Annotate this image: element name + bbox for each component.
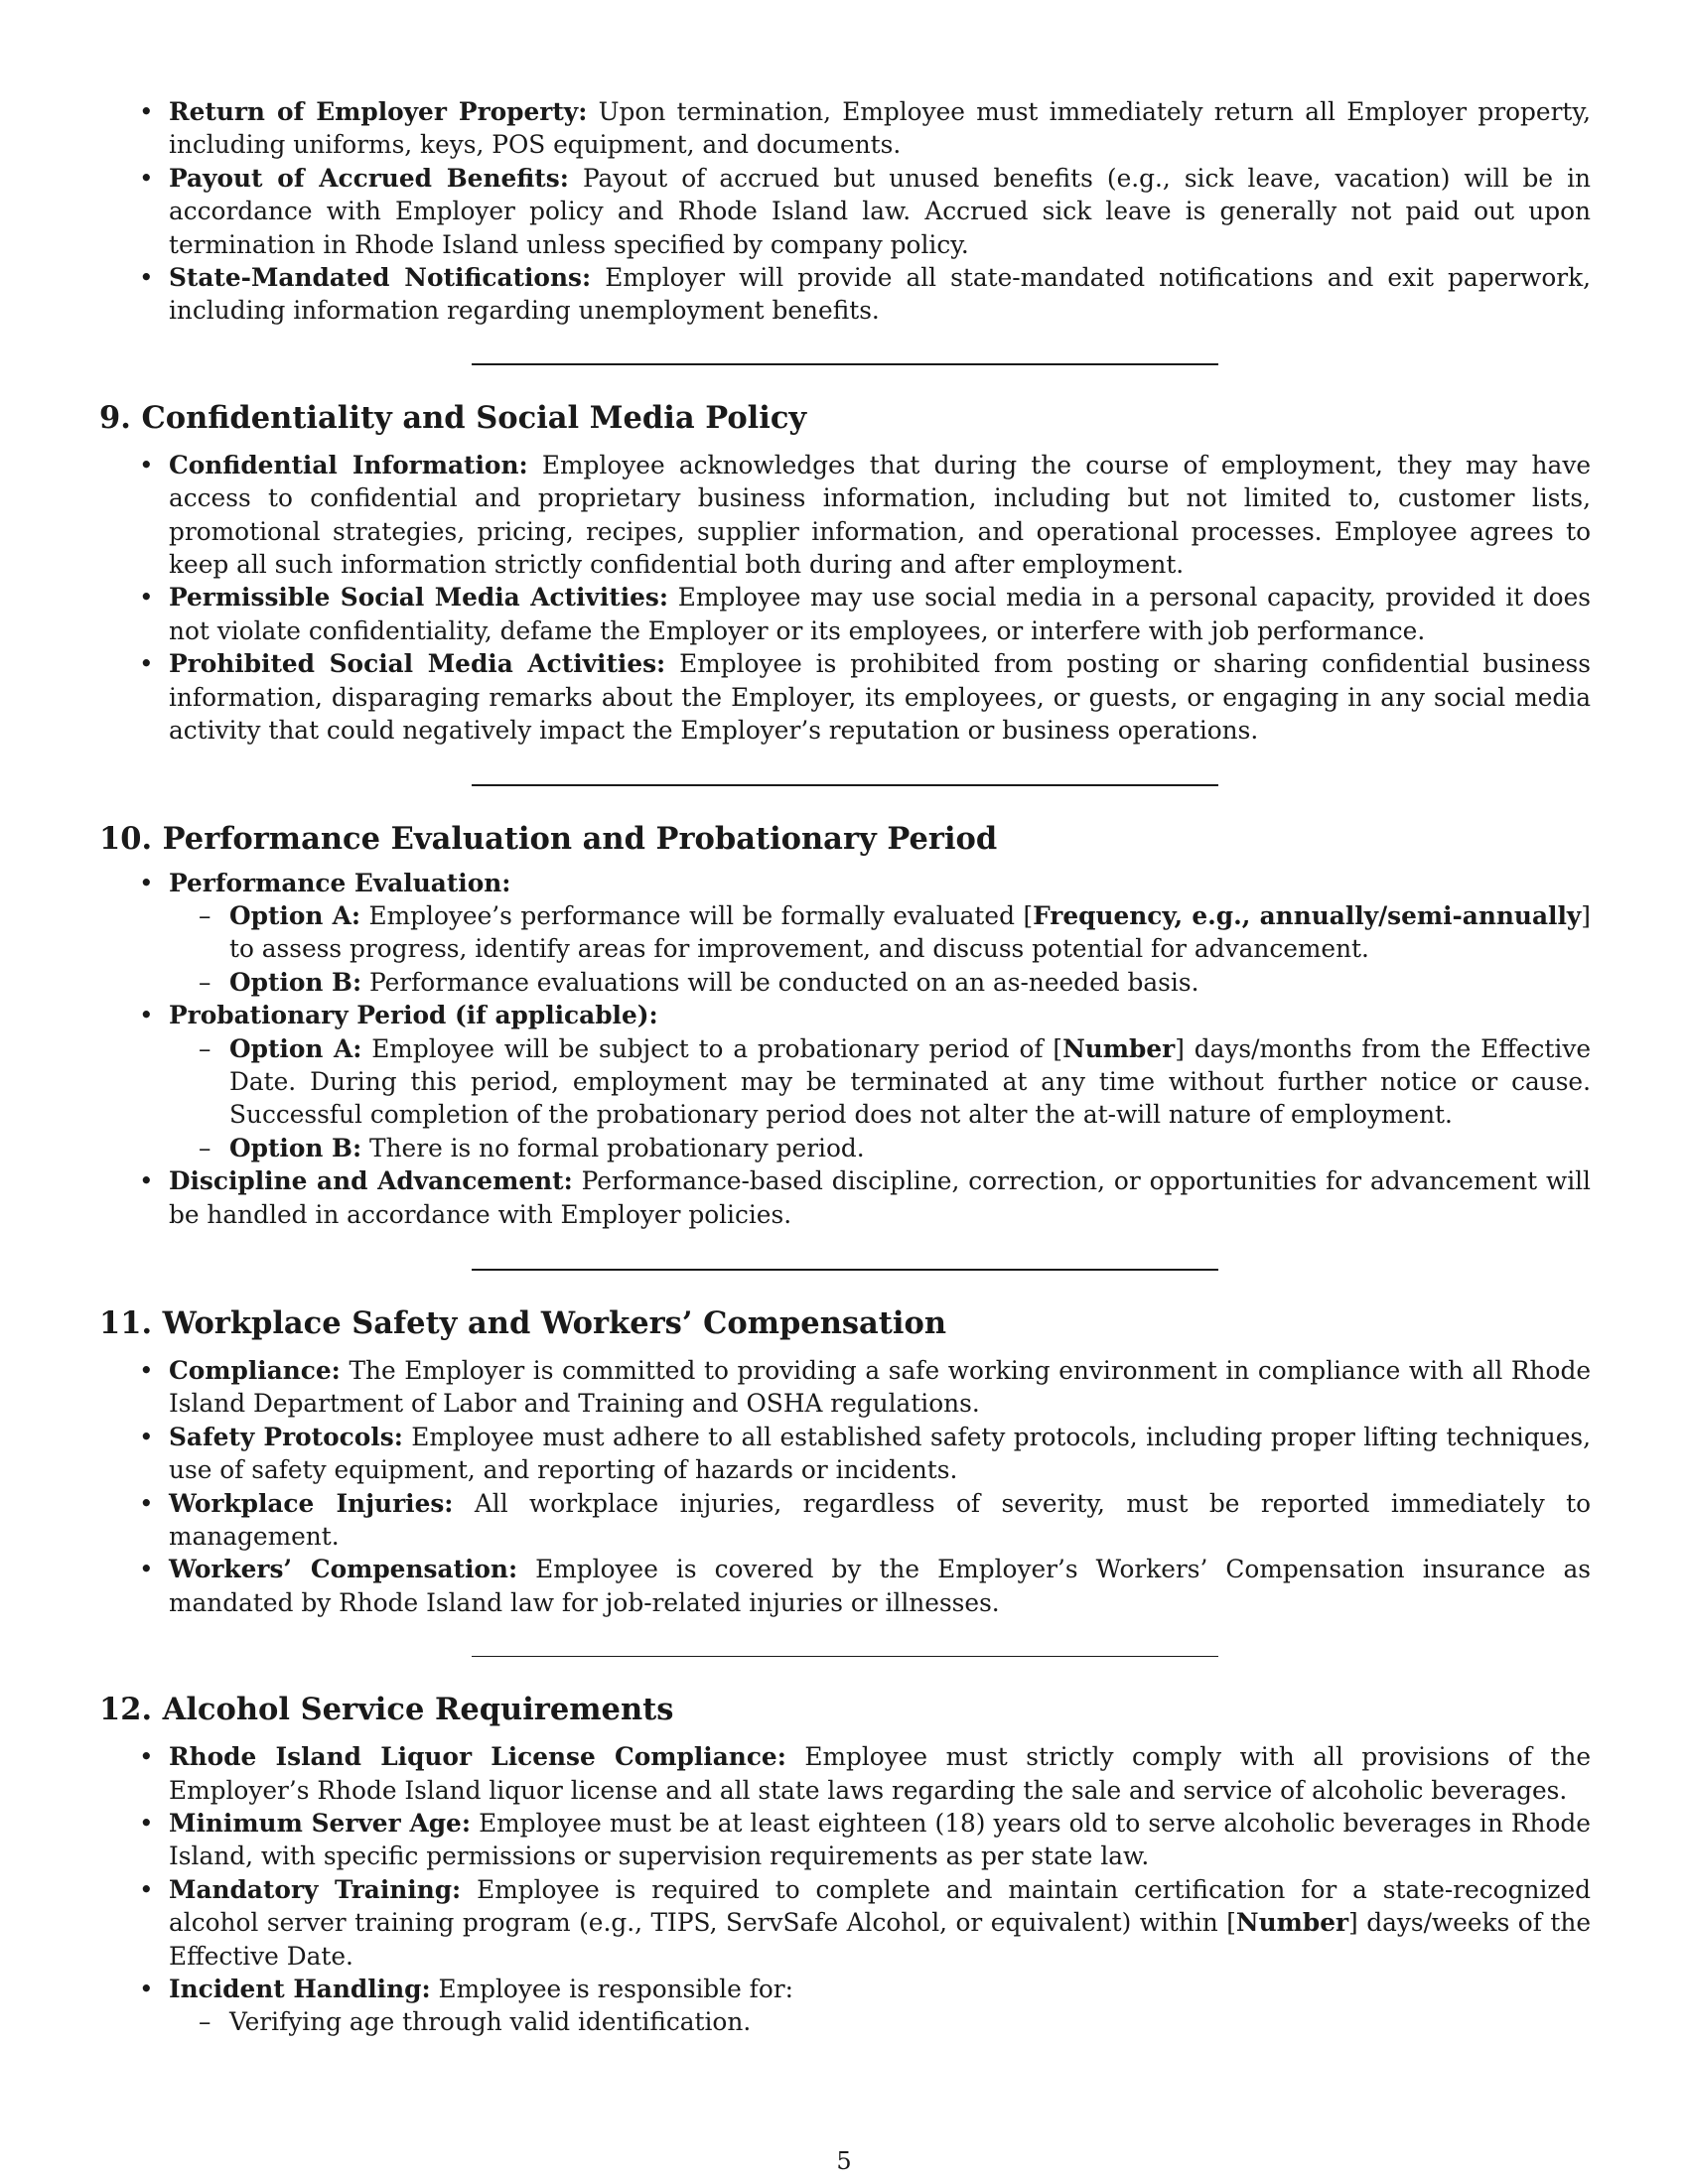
list-item: • Rhode Island Liquor License Compliance: Employee must strictly comply with all provisions of the Employer’s Rhode Island liquor license and all state laws regarding the sale and service of alcoholic beverages.	[99, 1740, 1591, 1807]
sub-list-item: – Option B: There is no formal probationary period.	[169, 1132, 1591, 1164]
list-item: • Workplace Injuries: All workplace injuries, regardless of severity, must be reported immediately to management.	[99, 1487, 1591, 1554]
list-item: • Performance Evaluation: – Option A: Employee’s performance will be formally evaluated [Frequency, e.g., annually/semi-annually] to assess progress, identify areas for improvement, and discuss potential for advancement. – Option B: Performance evaluations will be conducted on an as-needed basis.	[99, 867, 1591, 1000]
sub-list	[169, 2005, 1591, 2038]
list-item: • Discipline and Advancement: Performance-based discipline, correction, or opportunities for advancement will be handled in accordance with Employer policies.	[99, 1164, 1591, 1231]
section-divider	[472, 784, 1218, 786]
list-item: • Minimum Server Age: Employee must be at least eighteen (18) years old to serve alcoholic beverages in Rhode Island, with specific permissions or supervision requirements as per state law.	[99, 1807, 1591, 1873]
list-item: • Return of Employer Property: Upon termination, Employee must immediately return all Employer property, including uniforms, keys, POS equipment, and documents.	[99, 95, 1591, 162]
list-item: • Prohibited Social Media Activities: Employee is prohibited from posting or sharing confidential business information, disparaging remarks about the Employer, its employees, or guests, or engaging in any social media activity that could negatively impact the Employer’s reputation or business operations.	[99, 647, 1591, 747]
sub-list-item: – Option B: Performance evaluations will be conducted on an as-needed basis.	[169, 966, 1591, 999]
list-item: • Incident Handling: Employee is responsible for: – Verifying age through valid identification.	[99, 1973, 1591, 2039]
section-10-list	[99, 867, 1591, 1231]
section-divider	[472, 1269, 1218, 1271]
section-divider	[472, 1656, 1218, 1657]
list-item: • Payout of Accrued Benefits: Payout of accrued but unused benefits (e.g., sick leave, vacation) will be in accordance with Employer policy and Rhode Island law. Accrued sick leave is generally not paid out upon termination in Rhode Island unless specified by company policy.	[99, 162, 1591, 261]
section-heading-12: 12. Alcohol Service Requirements	[99, 1692, 674, 1728]
sub-list-item: – Option A: Employee will be subject to a probationary period of [Number] days/months from the Effective Date. During this period, employment may be terminated at any time without further notice or cause. Successful completion of the probationary period does not alter the at-will nature of employment.	[169, 1032, 1591, 1132]
sub-list	[169, 1032, 1591, 1165]
section-heading-11: 11. Workplace Safety and Workers’ Compensation	[99, 1304, 947, 1341]
section-divider	[472, 363, 1218, 365]
list-item: • Compliance: The Employer is committed to providing a safe working environment in compliance with all Rhode Island Department of Labor and Training and OSHA regulations.	[99, 1354, 1591, 1421]
section-9-list	[99, 449, 1591, 748]
page-number: 5	[836, 2147, 852, 2175]
list-item: • Mandatory Training: Employee is required to complete and maintain certification for a state-recognized alcohol server training program (e.g., TIPS, ServSafe Alcohol, or equivalent) within [Number] days/weeks of the Effective Date.	[99, 1873, 1591, 1973]
list-item: • Safety Protocols: Employee must adhere to all established safety protocols, including proper lifting techniques, use of safety equipment, and reporting of hazards or incidents.	[99, 1421, 1591, 1487]
termination-list	[99, 95, 1591, 328]
list-item: • Permissible Social Media Activities: Employee may use social media in a personal capacity, provided it does not violate confidentiality, defame the Employer or its employees, or interfere with job performance.	[99, 581, 1591, 647]
sub-list	[169, 899, 1591, 999]
list-item: • Probationary Period (if applicable): – Option A: Employee will be subject to a probationary period of [Number] days/months from the Effective Date. During this period, employment may be terminated at any time without further notice or cause. Successful completion of the probationary period does not alter the at-will nature of employment. – Option B: There is no formal probationary period.	[99, 999, 1591, 1164]
list-item: • State-Mandated Notifications: Employer will provide all state-mandated notifications and exit paperwork, including information regarding unemployment benefits.	[99, 261, 1591, 328]
document-page	[99, 95, 1591, 2039]
section-12-list	[99, 1740, 1591, 2039]
list-item: • Workers’ Compensation: Employee is covered by the Employer’s Workers’ Compensation insurance as mandated by Rhode Island law for job-related injuries or illnesses.	[99, 1553, 1591, 1619]
sub-list-item: – Option A: Employee’s performance will be formally evaluated [Frequency, e.g., annually/semi-annually] to assess progress, identify areas for improvement, and discuss potential for advancement.	[169, 899, 1591, 966]
list-item: • Confidential Information: Employee acknowledges that during the course of employment, they may have access to confidential and proprietary business information, including but not limited to, customer lists, promotional strategies, pricing, recipes, supplier information, and operational processes. Employee agrees to keep all such information strictly confidential both during and after employment.	[99, 449, 1591, 582]
section-11-list	[99, 1354, 1591, 1619]
section-heading-9: 9. Confidentiality and Social Media Policy	[99, 399, 807, 436]
section-heading-10: 10. Performance Evaluation and Probationary Period	[99, 820, 998, 857]
sub-list-item: – Verifying age through valid identification.	[169, 2005, 1591, 2038]
